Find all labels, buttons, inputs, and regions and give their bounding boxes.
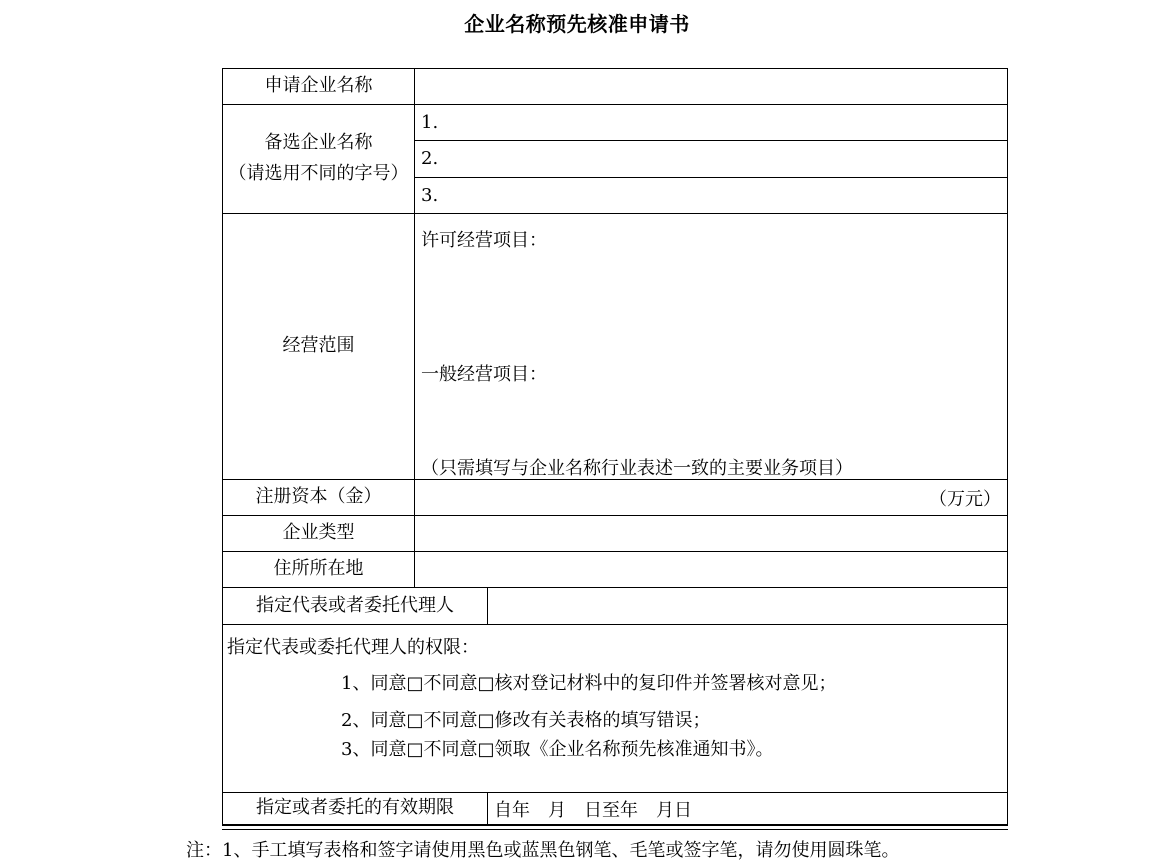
page-title: 企业名称预先核准申请书 <box>464 12 690 36</box>
representative-input-cell[interactable] <box>488 588 1007 624</box>
authority-item-3[interactable]: 3、同意□不同意□领取《企业名称预先核准通知书》。 <box>341 739 774 760</box>
alternate-names-label <box>223 105 415 213</box>
table-row-enterprise-type <box>223 515 1007 551</box>
domicile-input-cell[interactable] <box>415 552 1007 587</box>
registered-capital-label: 注册资本（金） <box>223 480 415 515</box>
general-items-heading: 一般经营项目： <box>421 364 547 385</box>
table-row-alternate-names <box>223 104 1007 213</box>
table-row-domicile <box>223 551 1007 587</box>
authority-cell <box>223 625 1007 792</box>
footnote: 注：1、手工填写表格和签字请使用黑色或蓝黑色钢笔、毛笔或签字笔，请勿使用圆珠笔。 <box>186 840 900 860</box>
alternate-name-1-input-cell[interactable]: 1. <box>421 112 439 134</box>
enterprise-type-input-cell[interactable] <box>415 516 1007 551</box>
table-row-business-scope <box>223 213 1007 479</box>
authority-heading: 指定代表或委托代理人的权限： <box>227 637 479 658</box>
representative-label: 指定代表或者委托代理人 <box>223 588 488 624</box>
alternate-names-cells <box>415 105 1007 213</box>
alternate-name-2-input-cell[interactable]: 2. <box>415 140 1007 176</box>
authority-item-1[interactable]: 1、同意□不同意□核对登记材料中的复印件并签署核对意见； <box>341 673 837 694</box>
table-row-validity <box>223 792 1007 824</box>
business-scope-note: （只需填写与企业名称行业表述一致的主要业务项目） <box>421 458 853 479</box>
applied-name-label: 申请企业名称 <box>223 69 415 104</box>
business-scope-label: 经营范围 <box>223 214 415 479</box>
table-row-registered-capital <box>223 479 1007 515</box>
validity-label: 指定或者委托的有效期限 <box>223 793 488 824</box>
alternate-name-3-input-cell[interactable]: 3. <box>415 177 1007 213</box>
applied-name-input-cell[interactable] <box>415 69 1007 104</box>
table-bottom-double-rule <box>222 829 1008 830</box>
table-row-representative <box>223 587 1007 624</box>
registered-capital-input-cell[interactable] <box>415 480 1007 515</box>
validity-input-cell[interactable]: 自年 月 日至年 月日 <box>494 799 692 821</box>
alternate-names-label-line1: 备选企业名称 <box>264 132 373 154</box>
registered-capital-unit: （万元） <box>929 488 1001 510</box>
alternate-names-label-line2: （请选用不同的字号） <box>228 163 409 184</box>
table-row-authority <box>223 624 1007 792</box>
table-row-applied-name <box>223 69 1007 104</box>
application-form-table <box>222 68 1008 826</box>
business-scope-input-cell[interactable] <box>415 214 1007 479</box>
domicile-label: 住所所在地 <box>223 552 415 587</box>
authority-item-2[interactable]: 2、同意□不同意□修改有关表格的填写错误； <box>341 710 711 731</box>
enterprise-type-label: 企业类型 <box>223 516 415 551</box>
licensed-items-heading: 许可经营项目： <box>421 230 547 251</box>
